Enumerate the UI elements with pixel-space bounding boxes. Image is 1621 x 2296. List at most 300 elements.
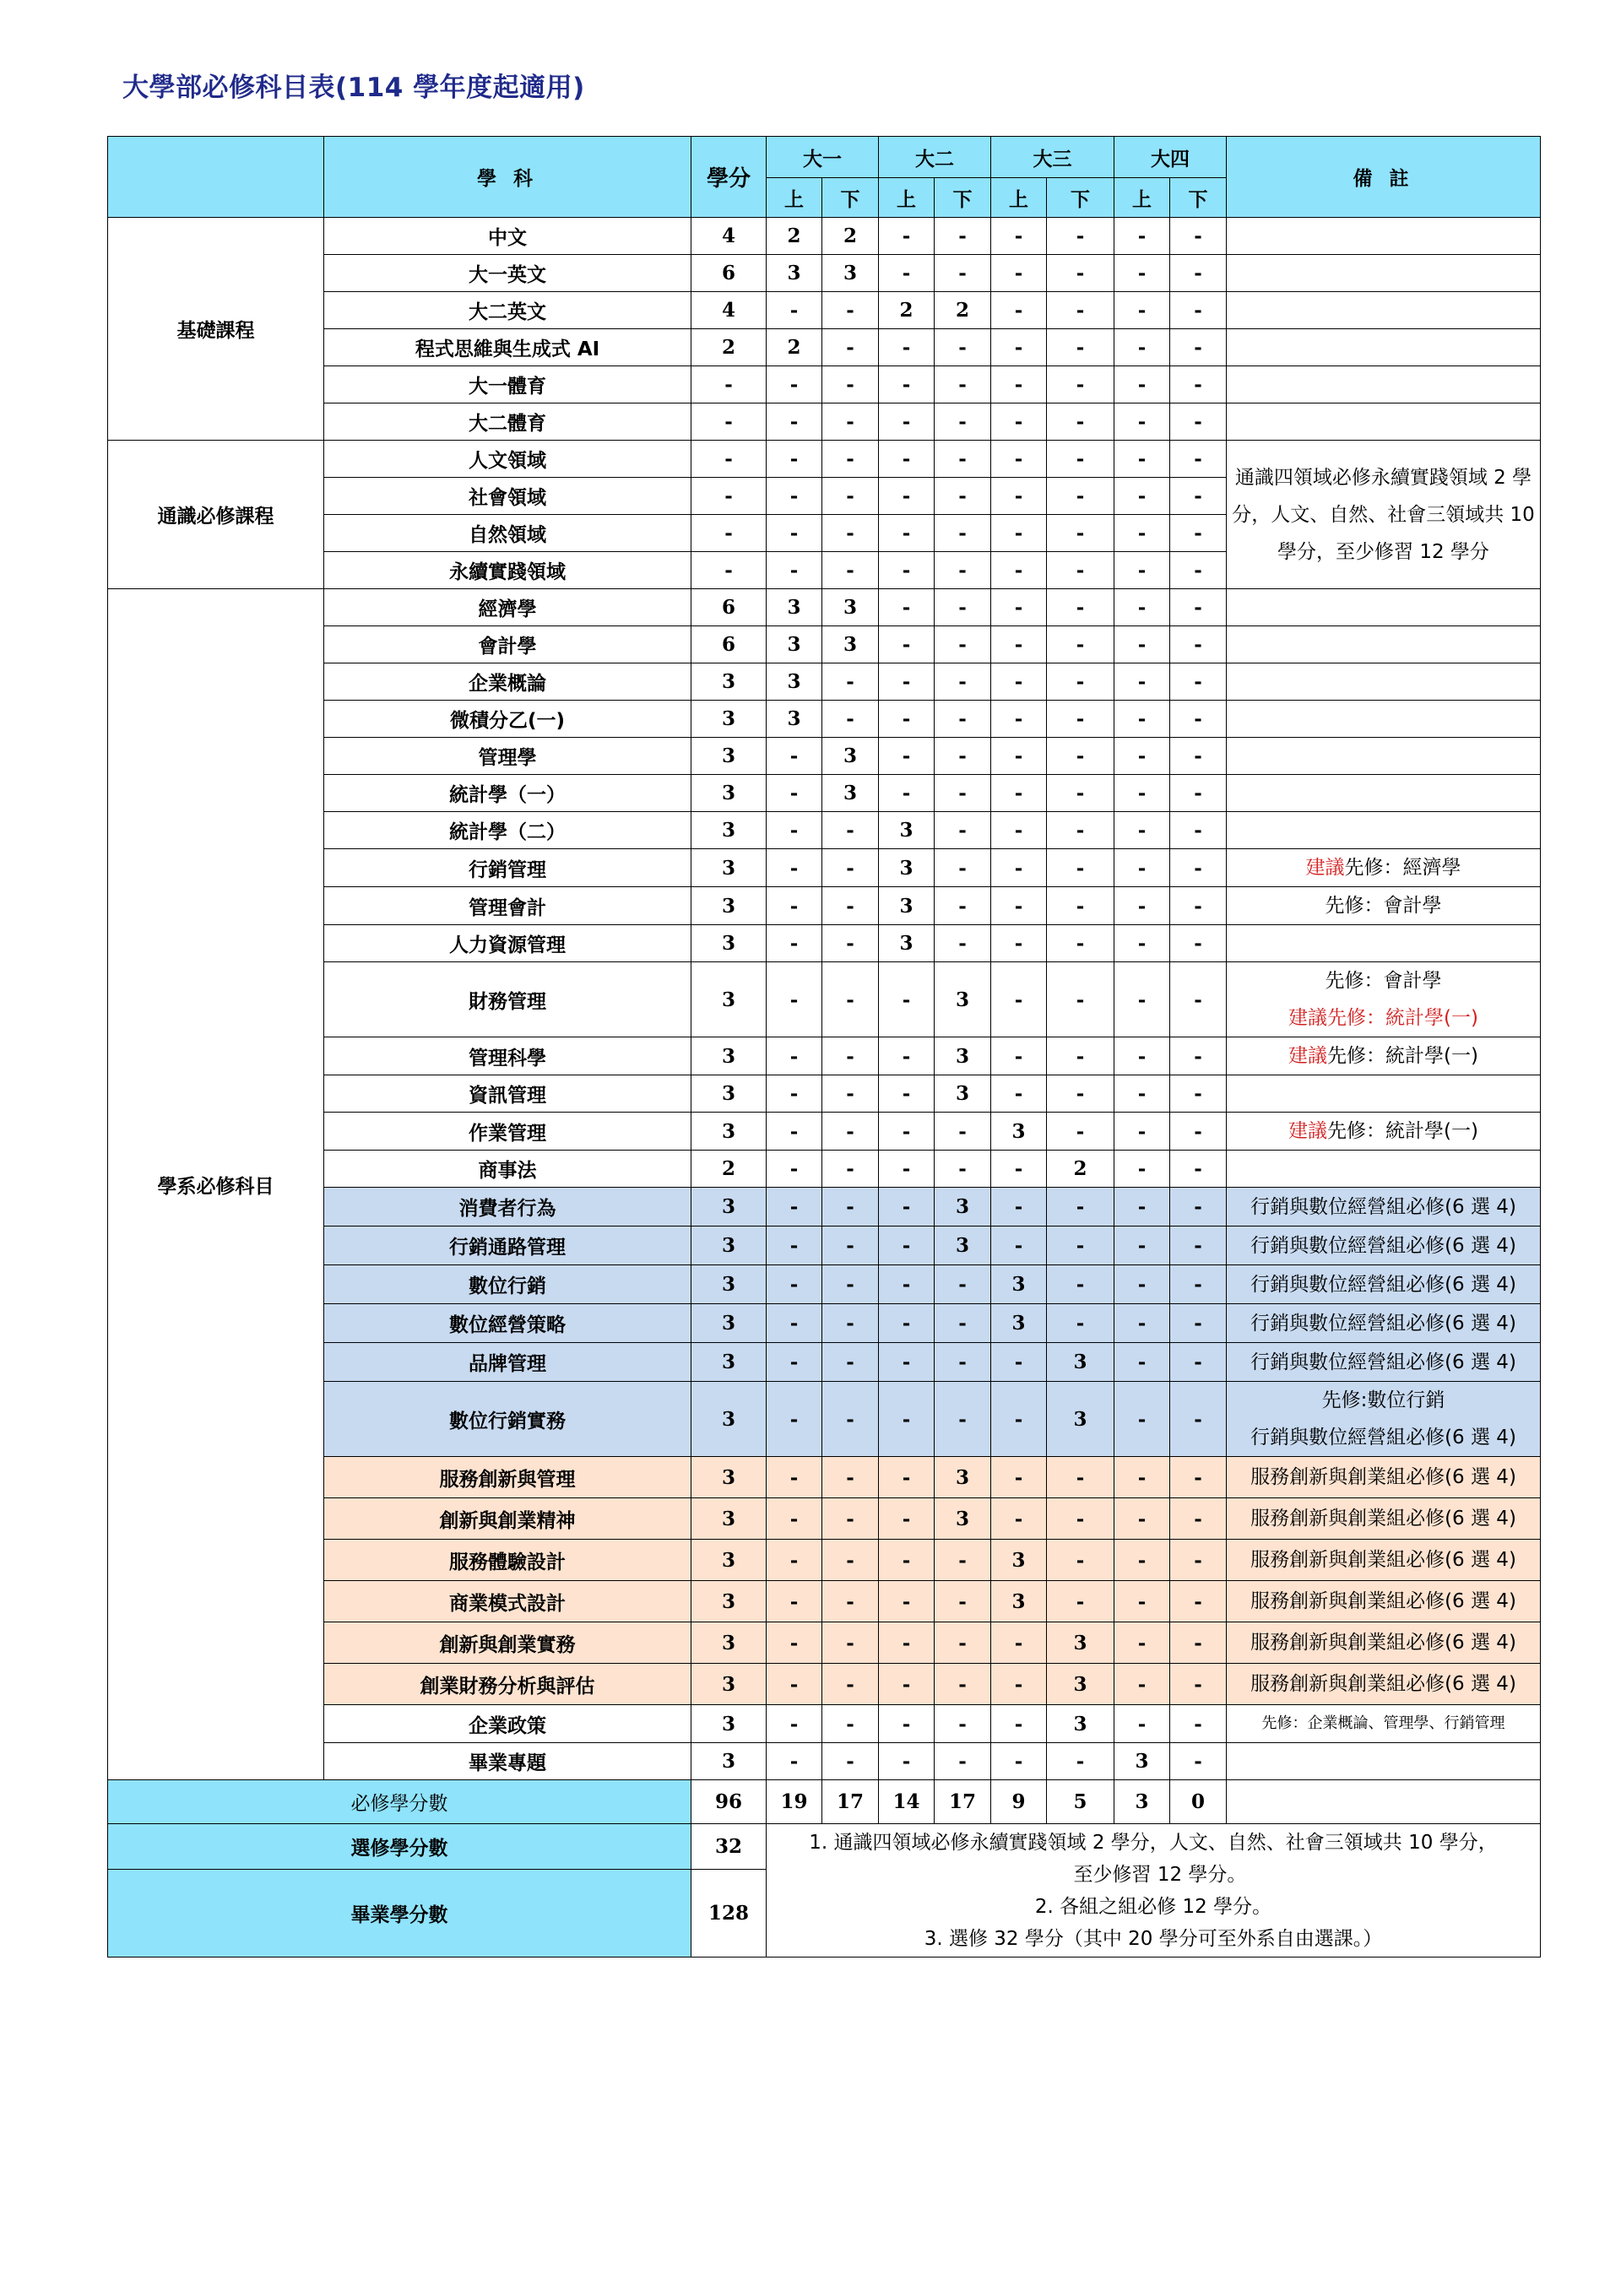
course-name: 品牌管理: [324, 1343, 691, 1382]
course-credits: -: [691, 441, 767, 478]
semester-credit: -: [1114, 849, 1170, 887]
semester-credit: -: [1114, 626, 1170, 663]
course-remark: [1227, 1188, 1541, 1227]
header-semester-lower: 下: [1047, 178, 1114, 218]
semester-credit: 3: [991, 1113, 1047, 1151]
semester-credit: -: [935, 1343, 991, 1382]
semester-credit: -: [935, 775, 991, 812]
semester-credit: 2: [767, 329, 822, 366]
semester-credit: -: [991, 1075, 1047, 1113]
semester-credit: -: [767, 738, 822, 775]
semester-credit: -: [879, 1037, 935, 1075]
semester-credit: -: [1114, 515, 1170, 552]
semester-credit: -: [991, 925, 1047, 962]
required-semester-total: 19: [767, 1780, 822, 1824]
course-name: 消費者行為: [324, 1188, 691, 1227]
semester-credit: -: [935, 1664, 991, 1705]
semester-credit: -: [1047, 925, 1114, 962]
semester-credit: -: [822, 1498, 879, 1540]
advise-tag: 建議: [1288, 1120, 1328, 1142]
semester-credit: -: [767, 1705, 822, 1743]
course-credits: -: [691, 552, 767, 589]
semester-credit: -: [991, 1664, 1047, 1705]
semester-credit: 3: [767, 626, 822, 663]
semester-credit: -: [879, 775, 935, 812]
course-credits: 3: [691, 1075, 767, 1113]
course-credits: 3: [691, 962, 767, 1037]
remark-text: 服務創新與創業組必修(6 選 4): [1250, 1508, 1516, 1530]
semester-credit: -: [879, 403, 935, 441]
required-semester-total: 9: [991, 1780, 1047, 1824]
semester-credit: -: [879, 701, 935, 738]
semester-credit: -: [879, 1227, 935, 1265]
semester-credit: 3: [822, 255, 879, 292]
elective-credits-label: 選修學分數: [108, 1824, 691, 1870]
semester-credit: -: [1170, 292, 1227, 329]
semester-credit: -: [1114, 1075, 1170, 1113]
semester-credit: -: [767, 1188, 822, 1227]
semester-credit: -: [1170, 775, 1227, 812]
course-name: 數位行銷: [324, 1265, 691, 1304]
semester-credit: -: [1170, 663, 1227, 701]
course-remark: [1227, 775, 1541, 812]
semester-credit: -: [1170, 1498, 1227, 1540]
course-name: 中文: [324, 218, 691, 255]
semester-credit: -: [1170, 218, 1227, 255]
semester-credit: -: [1047, 478, 1114, 515]
remark-text: 行銷與數位經營組必修(6 選 4): [1250, 1312, 1516, 1335]
course-credits: 6: [691, 255, 767, 292]
remark-text: 先修：統計學(一): [1327, 1045, 1478, 1067]
semester-credit: -: [935, 663, 991, 701]
semester-credit: 3: [822, 738, 879, 775]
course-credits: 3: [691, 812, 767, 849]
semester-credit: -: [1114, 663, 1170, 701]
course-name: 行銷通路管理: [324, 1227, 691, 1265]
semester-credit: -: [1114, 701, 1170, 738]
semester-credit: -: [1114, 366, 1170, 403]
course-remark: [1227, 663, 1541, 701]
semester-credit: -: [1114, 812, 1170, 849]
course-credits: 3: [691, 1343, 767, 1382]
semester-credit: -: [935, 1304, 991, 1343]
semester-credit: -: [991, 962, 1047, 1037]
semester-credit: -: [767, 1304, 822, 1343]
semester-credit: -: [991, 812, 1047, 849]
header-semester-upper: 上: [1114, 178, 1170, 218]
semester-credit: -: [822, 1151, 879, 1188]
semester-credit: -: [1170, 1457, 1227, 1498]
semester-credit: -: [935, 218, 991, 255]
course-name: 大一英文: [324, 255, 691, 292]
header-year: 大一: [767, 137, 879, 178]
course-remark: [1227, 1743, 1541, 1780]
course-name: 服務體驗設計: [324, 1540, 691, 1581]
semester-credit: -: [822, 1664, 879, 1705]
semester-credit: -: [1047, 1743, 1114, 1780]
semester-credit: -: [1170, 1664, 1227, 1705]
course-name: 統計學（二）: [324, 812, 691, 849]
course-remark: [1227, 887, 1541, 925]
course-remark: [1227, 1664, 1541, 1705]
semester-credit: 3: [879, 812, 935, 849]
semester-credit: -: [1047, 589, 1114, 626]
course-credits: 3: [691, 775, 767, 812]
semester-credit: -: [767, 812, 822, 849]
semester-credit: -: [935, 1113, 991, 1151]
semester-credit: -: [822, 1227, 879, 1265]
course-name: 管理科學: [324, 1037, 691, 1075]
required-semester-total: 14: [879, 1780, 935, 1824]
header-semester-upper: 上: [879, 178, 935, 218]
semester-credit: -: [1170, 1382, 1227, 1457]
course-remark: [1227, 1540, 1541, 1581]
semester-credit: -: [767, 1075, 822, 1113]
summary-note-line: 1. 通識四領域必修永續實踐領域 2 學分，人文、自然、社會三領域共 10 學分，: [809, 1831, 1498, 1854]
course-name: 人力資源管理: [324, 925, 691, 962]
semester-credit: -: [879, 1622, 935, 1664]
course-name: 畢業專題: [324, 1743, 691, 1780]
course-name: 自然領域: [324, 515, 691, 552]
course-credits: 3: [691, 1498, 767, 1540]
semester-credit: -: [1114, 1265, 1170, 1304]
category-basic: 基礎課程: [108, 218, 324, 441]
semester-credit: -: [879, 552, 935, 589]
semester-credit: -: [879, 1188, 935, 1227]
required-courses-table: [107, 136, 1541, 1958]
semester-credit: -: [1047, 292, 1114, 329]
semester-credit: -: [767, 1743, 822, 1780]
semester-credit: 3: [935, 962, 991, 1037]
semester-credit: -: [991, 1622, 1047, 1664]
course-credits: 3: [691, 849, 767, 887]
semester-credit: -: [1047, 1075, 1114, 1113]
course-credits: 3: [691, 1382, 767, 1457]
semester-credit: -: [991, 1457, 1047, 1498]
semester-credit: -: [935, 589, 991, 626]
semester-credit: -: [822, 403, 879, 441]
course-remark: [1227, 1151, 1541, 1188]
semester-credit: -: [879, 1151, 935, 1188]
semester-credit: -: [879, 329, 935, 366]
semester-credit: -: [991, 366, 1047, 403]
semester-credit: -: [1170, 441, 1227, 478]
semester-credit: -: [767, 1343, 822, 1382]
course-remark: [1227, 1113, 1541, 1151]
semester-credit: -: [767, 1113, 822, 1151]
elective-credits-total: 32: [691, 1824, 767, 1870]
semester-credit: -: [1114, 1382, 1170, 1457]
semester-credit: -: [1114, 292, 1170, 329]
semester-credit: -: [822, 552, 879, 589]
course-name: 行銷管理: [324, 849, 691, 887]
semester-credit: -: [822, 1457, 879, 1498]
course-credits: -: [691, 366, 767, 403]
semester-credit: -: [822, 663, 879, 701]
semester-credit: -: [879, 1743, 935, 1780]
remark-text: 行銷與數位經營組必修(6 選 4): [1250, 1351, 1516, 1373]
semester-credit: -: [767, 1227, 822, 1265]
semester-credit: 3: [1047, 1664, 1114, 1705]
semester-credit: -: [991, 663, 1047, 701]
semester-credit: -: [1170, 1705, 1227, 1743]
course-credits: 3: [691, 1188, 767, 1227]
course-credits: 6: [691, 626, 767, 663]
course-row: [108, 218, 1541, 255]
course-remark: [1227, 701, 1541, 738]
advise-tag: 建議: [1305, 857, 1345, 879]
course-name: 管理學: [324, 738, 691, 775]
semester-credit: -: [1047, 1540, 1114, 1581]
course-remark: [1227, 1498, 1541, 1540]
course-remark: [1227, 1457, 1541, 1498]
semester-credit: -: [822, 366, 879, 403]
semester-credit: -: [935, 1705, 991, 1743]
course-remark: [1227, 1382, 1541, 1457]
semester-credit: -: [1170, 366, 1227, 403]
semester-credit: -: [935, 478, 991, 515]
semester-credit: -: [767, 1498, 822, 1540]
semester-credit: -: [767, 1457, 822, 1498]
semester-credit: -: [879, 626, 935, 663]
semester-credit: 3: [991, 1265, 1047, 1304]
semester-credit: -: [1047, 1265, 1114, 1304]
course-remark: [1227, 403, 1541, 441]
semester-credit: -: [879, 1705, 935, 1743]
course-credits: 3: [691, 1622, 767, 1664]
semester-credit: -: [935, 701, 991, 738]
semester-credit: -: [991, 403, 1047, 441]
course-name: 管理會計: [324, 887, 691, 925]
semester-credit: -: [1114, 887, 1170, 925]
semester-credit: -: [879, 366, 935, 403]
semester-credit: -: [1170, 887, 1227, 925]
course-name: 創新與創業精神: [324, 1498, 691, 1540]
semester-credit: 3: [935, 1498, 991, 1540]
semester-credit: -: [1114, 1151, 1170, 1188]
remark-text-2: 行銷與數位經營組必修(6 選 4): [1250, 1427, 1516, 1449]
course-remark: [1227, 1037, 1541, 1075]
course-credits: 3: [691, 1037, 767, 1075]
remark-text: 先修:數位行銷: [1321, 1389, 1445, 1411]
semester-credit: -: [935, 849, 991, 887]
semester-credit: 3: [935, 1457, 991, 1498]
semester-credit: -: [822, 441, 879, 478]
course-credits: -: [691, 403, 767, 441]
semester-credit: -: [991, 218, 1047, 255]
semester-credit: -: [1047, 887, 1114, 925]
semester-credit: 3: [822, 626, 879, 663]
semester-credit: -: [1114, 1664, 1170, 1705]
semester-credit: -: [1047, 812, 1114, 849]
semester-credit: 3: [767, 701, 822, 738]
semester-credit: -: [935, 329, 991, 366]
semester-credit: -: [879, 1304, 935, 1343]
semester-credit: -: [1170, 701, 1227, 738]
semester-credit: -: [1047, 552, 1114, 589]
semester-credit: 3: [879, 849, 935, 887]
semester-credit: -: [822, 849, 879, 887]
semester-credit: -: [822, 1304, 879, 1343]
semester-credit: -: [1170, 478, 1227, 515]
course-name: 永續實踐領域: [324, 552, 691, 589]
semester-credit: -: [767, 1581, 822, 1622]
semester-credit: -: [822, 812, 879, 849]
semester-credit: -: [1047, 1227, 1114, 1265]
semester-credit: 2: [935, 292, 991, 329]
semester-credit: -: [935, 1622, 991, 1664]
summary-notes: [767, 1824, 1541, 1958]
remark-text: 服務創新與創業組必修(6 選 4): [1250, 1466, 1516, 1488]
course-name: 社會領域: [324, 478, 691, 515]
semester-credit: -: [1170, 1037, 1227, 1075]
semester-credit: -: [879, 255, 935, 292]
semester-credit: -: [767, 552, 822, 589]
semester-credit: -: [767, 1540, 822, 1581]
semester-credit: 3: [767, 589, 822, 626]
semester-credit: -: [991, 552, 1047, 589]
required-credits-total: 96: [691, 1780, 767, 1824]
semester-credit: -: [879, 441, 935, 478]
semester-credit: -: [879, 1382, 935, 1457]
semester-credit: -: [1114, 403, 1170, 441]
course-remark: [1227, 738, 1541, 775]
semester-credit: -: [822, 329, 879, 366]
course-name: 會計學: [324, 626, 691, 663]
semester-credit: -: [822, 701, 879, 738]
semester-credit: -: [991, 292, 1047, 329]
course-remark: [1227, 292, 1541, 329]
semester-credit: -: [991, 775, 1047, 812]
course-remark: [1227, 255, 1541, 292]
course-name: 數位經營策略: [324, 1304, 691, 1343]
semester-credit: -: [991, 515, 1047, 552]
remark-text: 行銷與數位經營組必修(6 選 4): [1250, 1273, 1516, 1296]
course-credits: 3: [691, 1457, 767, 1498]
semester-credit: -: [1047, 255, 1114, 292]
page-title: 大學部必修科目表(114 學年度起適用): [122, 73, 585, 103]
course-name: 資訊管理: [324, 1075, 691, 1113]
semester-credit: -: [822, 1622, 879, 1664]
course-name: 大二體育: [324, 403, 691, 441]
course-credits: 3: [691, 887, 767, 925]
course-credits: 3: [691, 1227, 767, 1265]
course-credits: 3: [691, 738, 767, 775]
course-credits: 3: [691, 1304, 767, 1343]
semester-credit: -: [822, 1705, 879, 1743]
semester-credit: -: [879, 1664, 935, 1705]
semester-credit: -: [822, 1343, 879, 1382]
semester-credit: 3: [1047, 1343, 1114, 1382]
remark-text: 先修：企業概論、管理學、行銷管理: [1261, 1714, 1505, 1732]
semester-credit: -: [1114, 1188, 1170, 1227]
semester-credit: -: [991, 626, 1047, 663]
semester-credit: -: [822, 1037, 879, 1075]
required-credits-label: 必修學分數: [108, 1780, 691, 1824]
semester-credit: 3: [1047, 1382, 1114, 1457]
semester-credit: -: [1170, 1581, 1227, 1622]
course-credits: 6: [691, 589, 767, 626]
semester-credit: -: [822, 1581, 879, 1622]
semester-credit: -: [1114, 962, 1170, 1037]
course-row: [108, 441, 1541, 478]
course-name: 企業政策: [324, 1705, 691, 1743]
semester-credit: -: [1047, 441, 1114, 478]
semester-credit: -: [935, 403, 991, 441]
course-name: 微積分乙(一): [324, 701, 691, 738]
header-semester-lower: 下: [822, 178, 879, 218]
semester-credit: -: [879, 218, 935, 255]
semester-credit: -: [1114, 1498, 1170, 1540]
semester-credit: -: [991, 1188, 1047, 1227]
semester-credit: -: [1047, 515, 1114, 552]
semester-credit: -: [767, 1622, 822, 1664]
semester-credit: -: [1047, 738, 1114, 775]
semester-credit: -: [822, 1075, 879, 1113]
semester-credit: -: [1170, 738, 1227, 775]
semester-credit: -: [767, 515, 822, 552]
semester-credit: 2: [767, 218, 822, 255]
semester-credit: -: [1047, 663, 1114, 701]
semester-credit: 3: [1047, 1622, 1114, 1664]
semester-credit: -: [1047, 1037, 1114, 1075]
semester-credit: 2: [822, 218, 879, 255]
semester-credit: 2: [879, 292, 935, 329]
semester-credit: -: [1047, 403, 1114, 441]
course-remark: [1227, 329, 1541, 366]
remark-text: 行銷與數位經營組必修(6 選 4): [1250, 1234, 1516, 1257]
required-semester-total: 5: [1047, 1780, 1114, 1824]
semester-credit: -: [822, 1113, 879, 1151]
header-row: [108, 137, 1541, 178]
semester-credit: -: [1114, 1581, 1170, 1622]
semester-credit: -: [1114, 738, 1170, 775]
semester-credit: -: [1170, 329, 1227, 366]
semester-credit: -: [991, 1498, 1047, 1540]
semester-credit: -: [991, 589, 1047, 626]
semester-credit: -: [991, 887, 1047, 925]
semester-credit: -: [935, 1382, 991, 1457]
semester-credit: -: [935, 1265, 991, 1304]
course-name: 創業財務分析與評估: [324, 1664, 691, 1705]
course-credits: 3: [691, 1705, 767, 1743]
semester-credit: -: [1170, 1227, 1227, 1265]
course-name: 商業模式設計: [324, 1581, 691, 1622]
course-remark: [1227, 1265, 1541, 1304]
remark-text: 先修：統計學(一): [1327, 1120, 1478, 1142]
semester-credit: 3: [991, 1540, 1047, 1581]
semester-credit: -: [822, 1382, 879, 1457]
semester-credit: -: [1170, 1304, 1227, 1343]
semester-credit: -: [991, 441, 1047, 478]
semester-credit: -: [935, 1743, 991, 1780]
semester-credit: -: [935, 738, 991, 775]
semester-credit: -: [767, 1265, 822, 1304]
course-credits: 3: [691, 925, 767, 962]
semester-credit: -: [1114, 441, 1170, 478]
semester-credit: -: [1047, 775, 1114, 812]
semester-credit: -: [991, 701, 1047, 738]
course-credits: 4: [691, 218, 767, 255]
semester-credit: -: [1047, 366, 1114, 403]
semester-credit: -: [767, 1664, 822, 1705]
semester-credit: -: [879, 1265, 935, 1304]
header-subject: 學 科: [324, 137, 691, 218]
semester-credit: -: [991, 1227, 1047, 1265]
remark-text: 先修：經濟學: [1344, 857, 1461, 879]
semester-credit: -: [1047, 1304, 1114, 1343]
remark-text: 行銷與數位經營組必修(6 選 4): [1250, 1195, 1516, 1218]
